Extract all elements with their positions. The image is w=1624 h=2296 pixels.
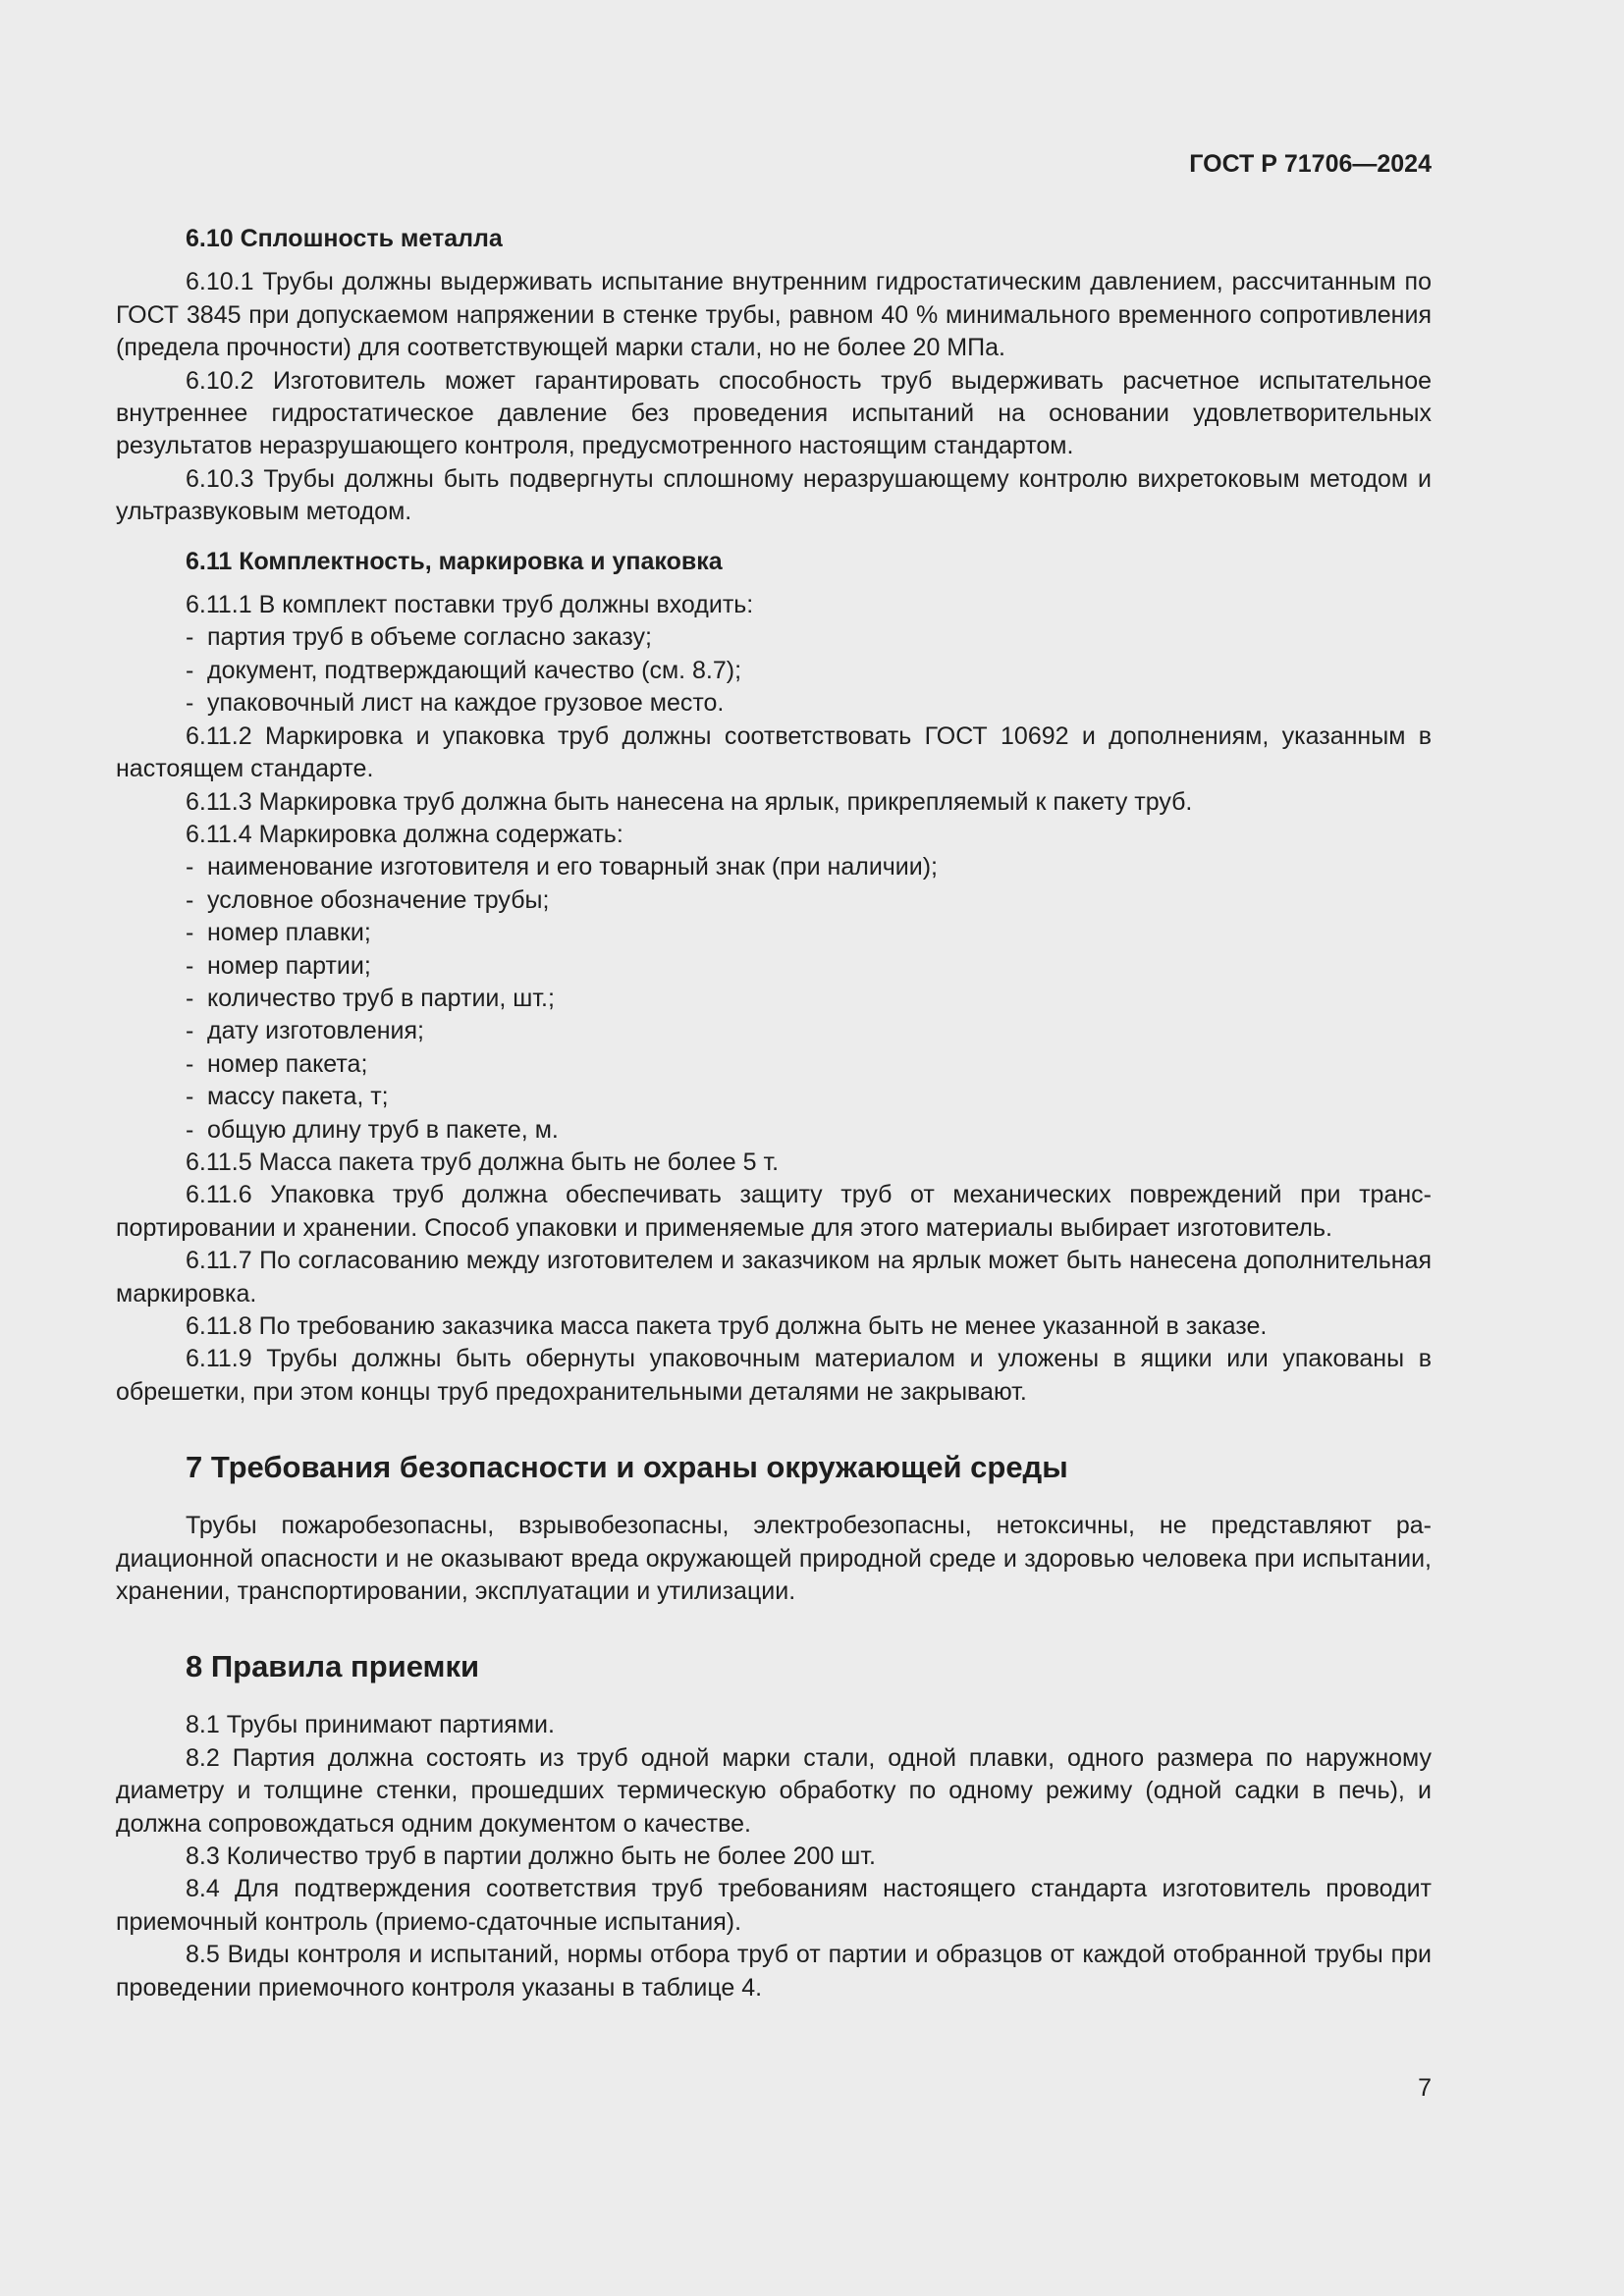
page-content: [116, 223, 1432, 2004]
clause-8-4: 8.4 Для подтверждения соответствия труб требованиям настоящего стандарта изготовитель проводит приемочный контроль (приемо-сдаточные испытания).: [116, 1875, 1432, 1936]
list-item: - условное обозначение трубы;: [186, 885, 550, 914]
section-7-paragraph: Трубы пожаробезопасны, взрывобезопасны, электробезопасны, нетоксичны, не представляют радиационной опасности и не оказывают вреда окружающей природной среде и здоровью человека при испытании, хранении, транспортировании, эксплуатации и утилизации.: [116, 1512, 1432, 1606]
clause-6-11-5: 6.11.5 Масса пакета труб должна быть не более 5 т.: [186, 1148, 780, 1176]
clause-6-11-7: 6.11.7 По согласованию между изготовителем и заказчиком на ярлык может быть нанесена дополнительная маркировка.: [116, 1247, 1432, 1308]
page-number: 7: [1418, 2074, 1432, 2102]
clause-6-11-6: 6.11.6 Упаковка труб должна обеспечивать защиту труб от механических повреждений при транспортировании и хранении. Способ упаковки и применяемые для этого материалы выбирает изготовитель.: [116, 1181, 1432, 1242]
list-item: - документ, подтверждающий качество (см. 8.7);: [186, 656, 742, 684]
clause-6-11-4: 6.11.4 Маркировка должна содержать:: [186, 820, 623, 848]
section-8-heading: 8 Правила приемки: [186, 1649, 480, 1684]
section-6-10-heading: 6.10 Сплошность металла: [186, 225, 503, 252]
clause-8-3: 8.3 Количество труб в партии должно быть не более 200 шт.: [186, 1842, 876, 1871]
list-item: - номер плавки;: [186, 919, 371, 947]
list-item: - количество труб в партии, шт.;: [186, 984, 555, 1012]
list-item: - массу пакета, т;: [186, 1083, 389, 1111]
clause-6-10-3: 6.10.3 Трубы должны быть подвергнуты сплошному неразрушающему контролю вихретоковым методом и ультразвуковым методом.: [116, 464, 1432, 526]
list-item: - номер партии;: [186, 951, 371, 980]
clause-8-1: 8.1 Трубы принимают партиями.: [186, 1711, 555, 1739]
list-item: - наименование изготовителя и его товарный знак (при наличии);: [186, 853, 939, 881]
list-item: - общую длину труб в пакете, м.: [186, 1115, 559, 1144]
list-item: - упаковочный лист на каждое грузовое место.: [186, 689, 725, 718]
section-7-heading: 7 Требования безопасности и охраны окружающей среды: [186, 1450, 1068, 1485]
clause-6-10-2: 6.10.2 Изготовитель может гарантировать способность труб выдерживать расчетное испытательное внутреннее гидростатическое давление без проведения испытаний на основании удовлетворительных результатов неразрушающего контроля, предусмотренного настоящим стандартом.: [116, 366, 1432, 460]
document-page: [116, 0, 1432, 2296]
clause-8-2: 8.2 Партия должна состоять из труб одной марки стали, одной плавки, одного размера по наружному диаметру и толщине стенки, прошедших термическую обработку по одному режиму (одной садки в печь), и должна сопровождаться одним документом о качестве.: [116, 1743, 1432, 1838]
clause-6-11-8: 6.11.8 По требованию заказчика масса пакета труб должна быть не менее указанной в заказе.: [186, 1312, 1268, 1340]
clause-6-11-3: 6.11.3 Маркировка труб должна быть нанесена на ярлык, прикрепляемый к пакету труб.: [186, 787, 1193, 816]
list-item: - дату изготовления;: [186, 1017, 424, 1045]
clause-6-11-2: 6.11.2 Маркировка и упаковка труб должны соответствовать ГОСТ 10692 и дополнениям, указанным в настоящем стандарте.: [116, 721, 1432, 783]
list-item: - номер пакета;: [186, 1049, 368, 1078]
document-code-header: ГОСТ Р 71706—2024: [1189, 150, 1432, 178]
clause-8-5: 8.5 Виды контроля и испытаний, нормы отбора труб от партии и образцов от каждой отобранной трубы при проведении приемочного контроля указаны в таблице 4.: [116, 1941, 1432, 2002]
clause-6-11-1: 6.11.1 В комплект поставки труб должны входить:: [186, 591, 754, 619]
section-6-11-heading: 6.11 Комплектность, маркировка и упаковка: [186, 547, 723, 575]
clause-6-10-1: 6.10.1 Трубы должны выдерживать испытание внутренним гидростатическим давлением, рассчитанным по ГОСТ 3845 при допускаемом напряжении в стенке трубы, равном 40 % минимального временного сопротивления (предела прочности) для соответствующей марки стали, но не более 20 МПа.: [116, 268, 1432, 362]
list-item: - партия труб в объеме согласно заказу;: [186, 623, 653, 652]
clause-6-11-9: 6.11.9 Трубы должны быть обернуты упаковочным материалом и уложены в ящики или упакованы в обрешетки, при этом концы труб предохранительными деталями не закрывают.: [116, 1345, 1432, 1406]
